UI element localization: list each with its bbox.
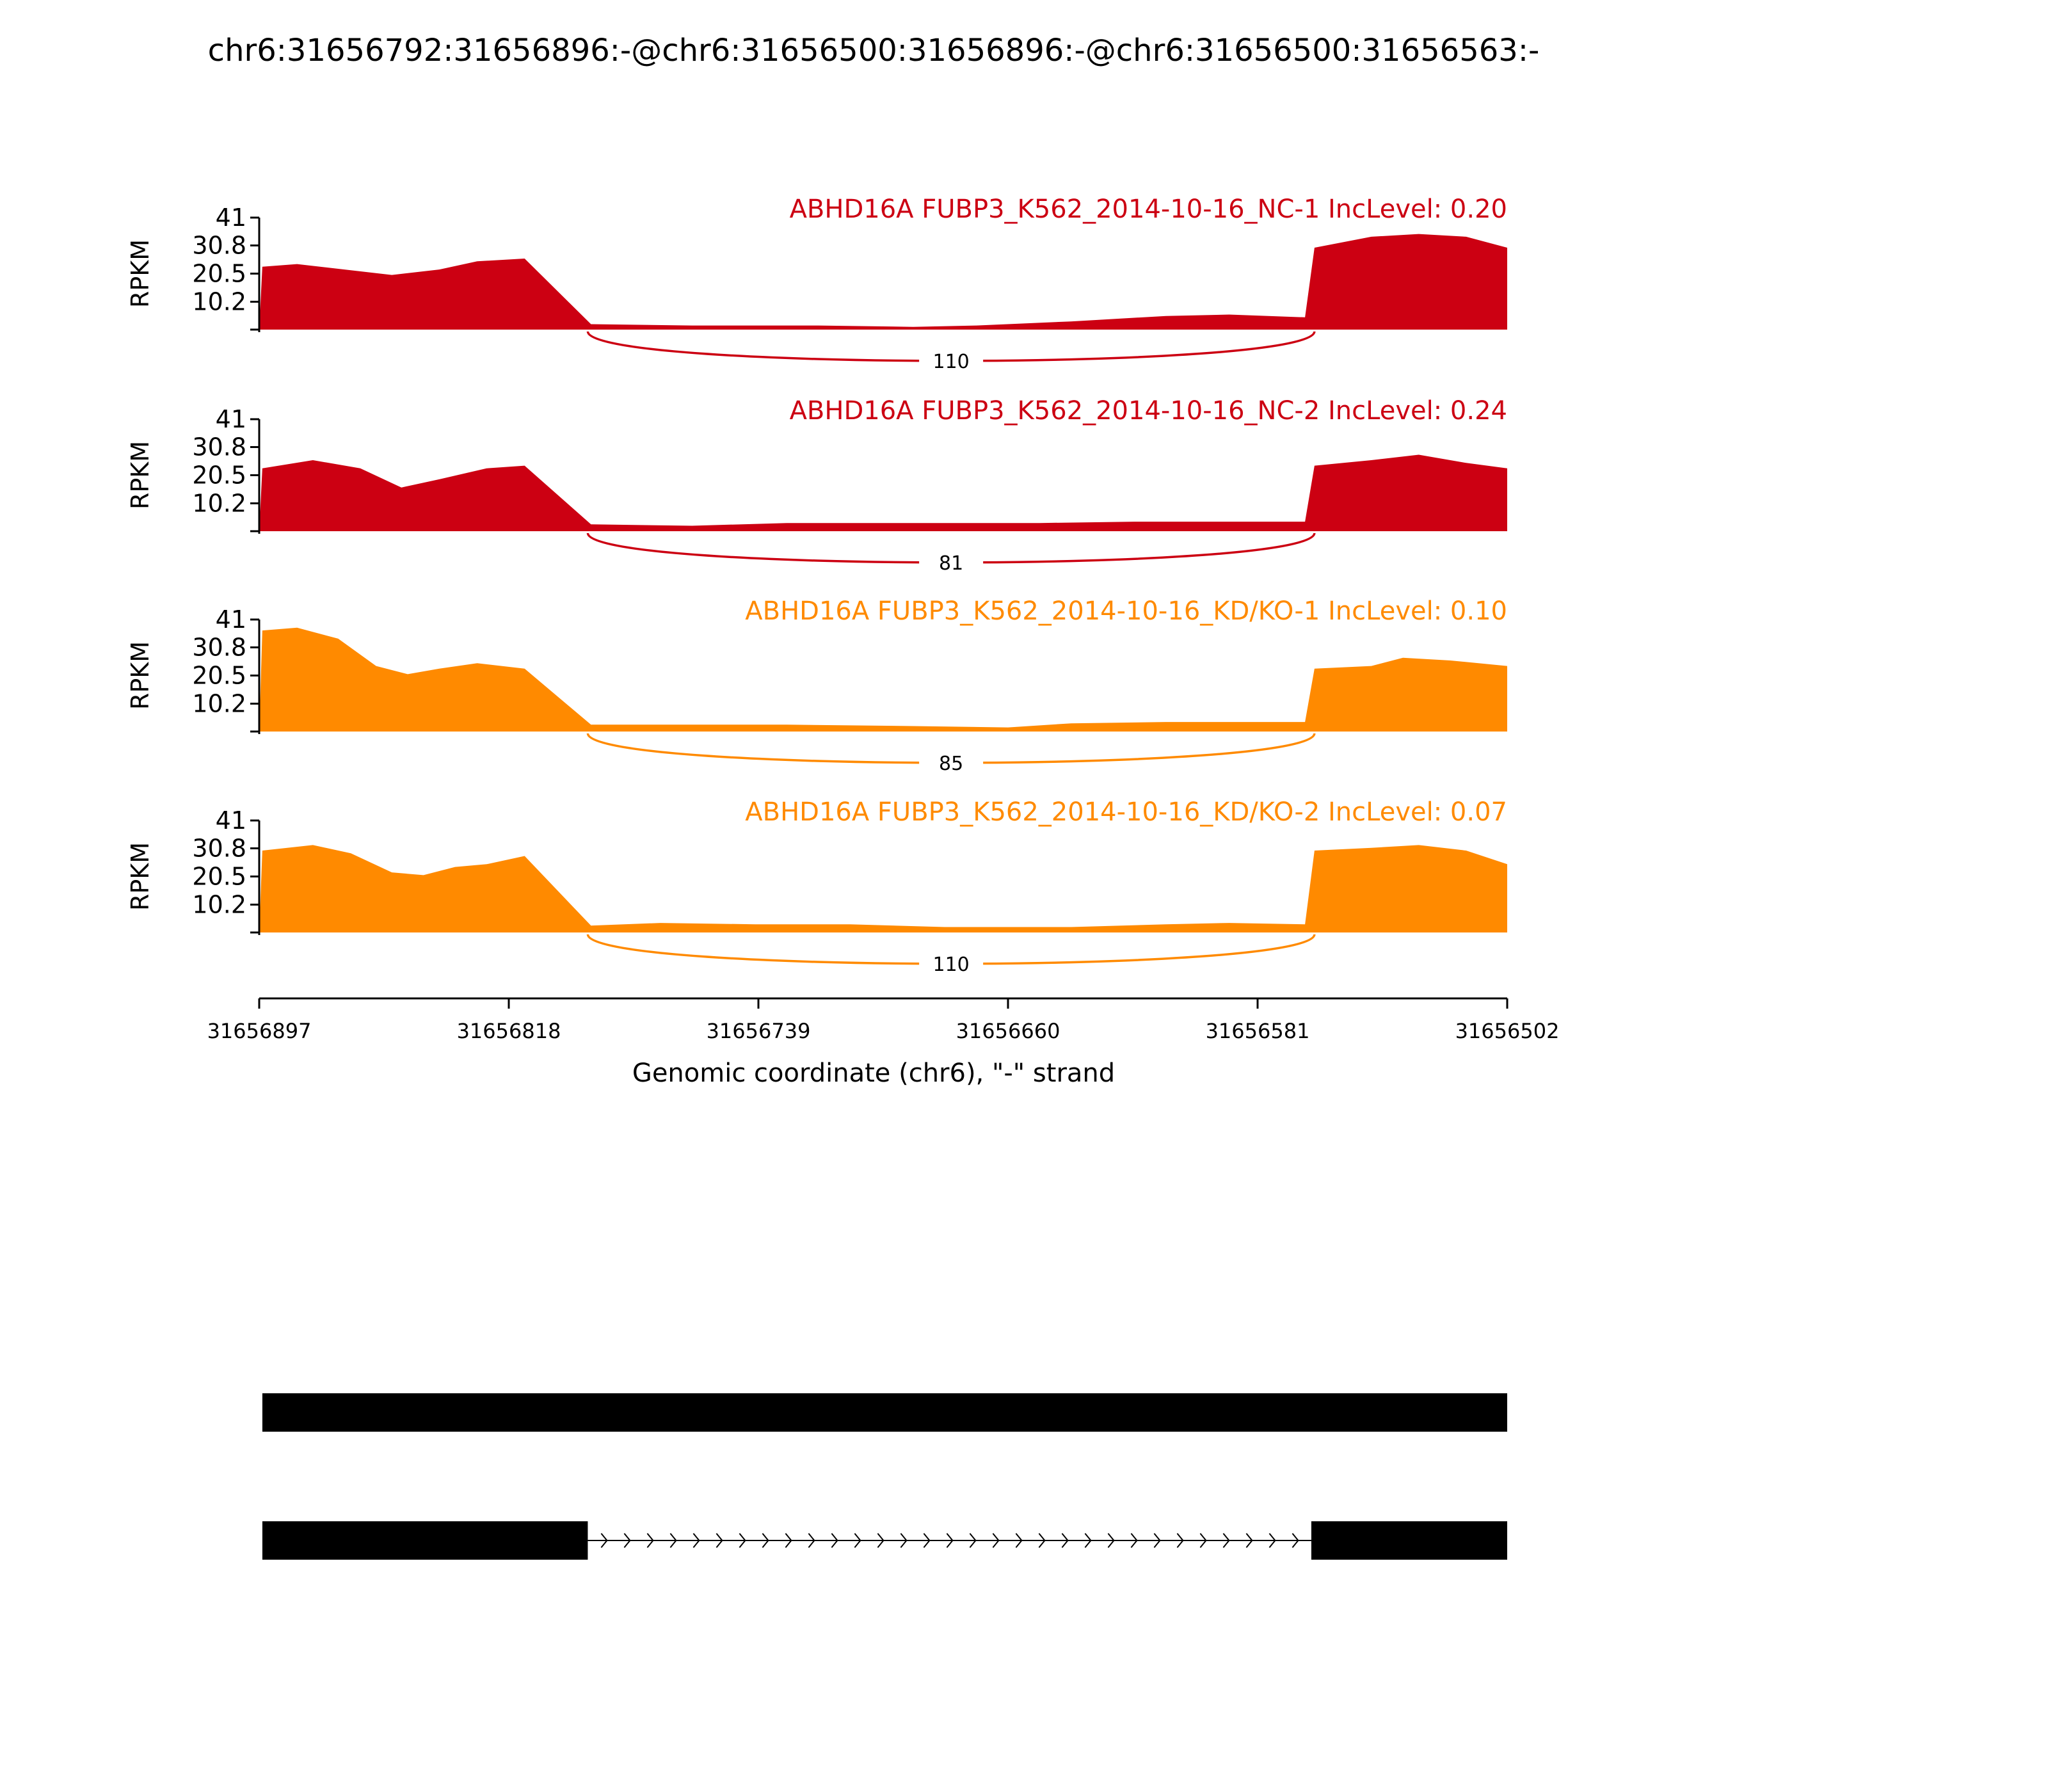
- y-tick-label: 41: [215, 605, 246, 634]
- y-tick-label: 41: [215, 405, 246, 433]
- y-tick-label: 30.8: [192, 433, 246, 461]
- y-axis-label: RPKM: [126, 641, 154, 710]
- x-axis: [207, 998, 1560, 1043]
- coverage-area: [259, 455, 1507, 532]
- coverage-area: [259, 234, 1507, 330]
- track-4: [126, 797, 1507, 976]
- junction-count-label: 110: [932, 954, 970, 976]
- junction-count-label: 110: [932, 351, 970, 373]
- isoform-2: [262, 1521, 1507, 1560]
- coverage-area: [259, 628, 1507, 732]
- track-1: [126, 195, 1507, 373]
- track-title: ABHD16A FUBP3_K562_2014-10-16_NC-2 IncLevel: 0.24: [789, 396, 1507, 426]
- y-tick-label: 10.2: [192, 689, 246, 718]
- y-tick-label: 41: [215, 806, 246, 835]
- coverage-area: [259, 845, 1507, 932]
- y-axis-label: RPKM: [126, 239, 154, 308]
- x-tick-label: 31656581: [1205, 1019, 1310, 1043]
- track-2: [126, 396, 1507, 575]
- y-tick-label: 20.5: [192, 862, 246, 891]
- exon-block: [1311, 1521, 1507, 1560]
- y-tick-label: 10.2: [192, 890, 246, 919]
- x-axis-label: Genomic coordinate (chr6), "-" strand: [632, 1059, 1116, 1088]
- y-tick-label: 20.5: [192, 259, 246, 288]
- y-tick-label: 30.8: [192, 231, 246, 260]
- x-tick-label: 31656660: [956, 1019, 1060, 1043]
- junction-count-label: 85: [939, 753, 964, 775]
- y-tick-label: 10.2: [192, 287, 246, 316]
- track-title: ABHD16A FUBP3_K562_2014-10-16_KD/KO-1 IncLevel: 0.10: [745, 596, 1507, 626]
- x-tick-label: 31656739: [706, 1019, 811, 1043]
- y-axis-label: RPKM: [126, 440, 154, 510]
- chart-title: chr6:31656792:31656896:-@chr6:31656500:31656896:-@chr6:31656500:31656563:-: [207, 33, 1540, 68]
- isoform-structures: [262, 1393, 1507, 1560]
- coverage-tracks: [126, 195, 1507, 976]
- junction-count-label: 81: [939, 552, 964, 575]
- x-tick-label: 31656897: [207, 1019, 312, 1043]
- exon-block: [262, 1393, 1507, 1432]
- y-tick-label: 41: [215, 204, 246, 232]
- y-tick-label: 20.5: [192, 461, 246, 490]
- track-title: ABHD16A FUBP3_K562_2014-10-16_NC-1 IncLevel: 0.20: [789, 195, 1507, 224]
- isoform-1: [262, 1393, 1507, 1432]
- y-axis-label: RPKM: [126, 842, 154, 911]
- y-tick-label: 30.8: [192, 834, 246, 863]
- exon-block: [262, 1521, 588, 1560]
- track-3: [126, 596, 1507, 775]
- x-tick-label: 31656818: [456, 1019, 561, 1043]
- y-tick-label: 10.2: [192, 489, 246, 518]
- y-tick-label: 30.8: [192, 633, 246, 662]
- track-title: ABHD16A FUBP3_K562_2014-10-16_KD/KO-2 IncLevel: 0.07: [745, 797, 1507, 827]
- x-tick-label: 31656502: [1455, 1019, 1560, 1043]
- y-tick-label: 20.5: [192, 661, 246, 690]
